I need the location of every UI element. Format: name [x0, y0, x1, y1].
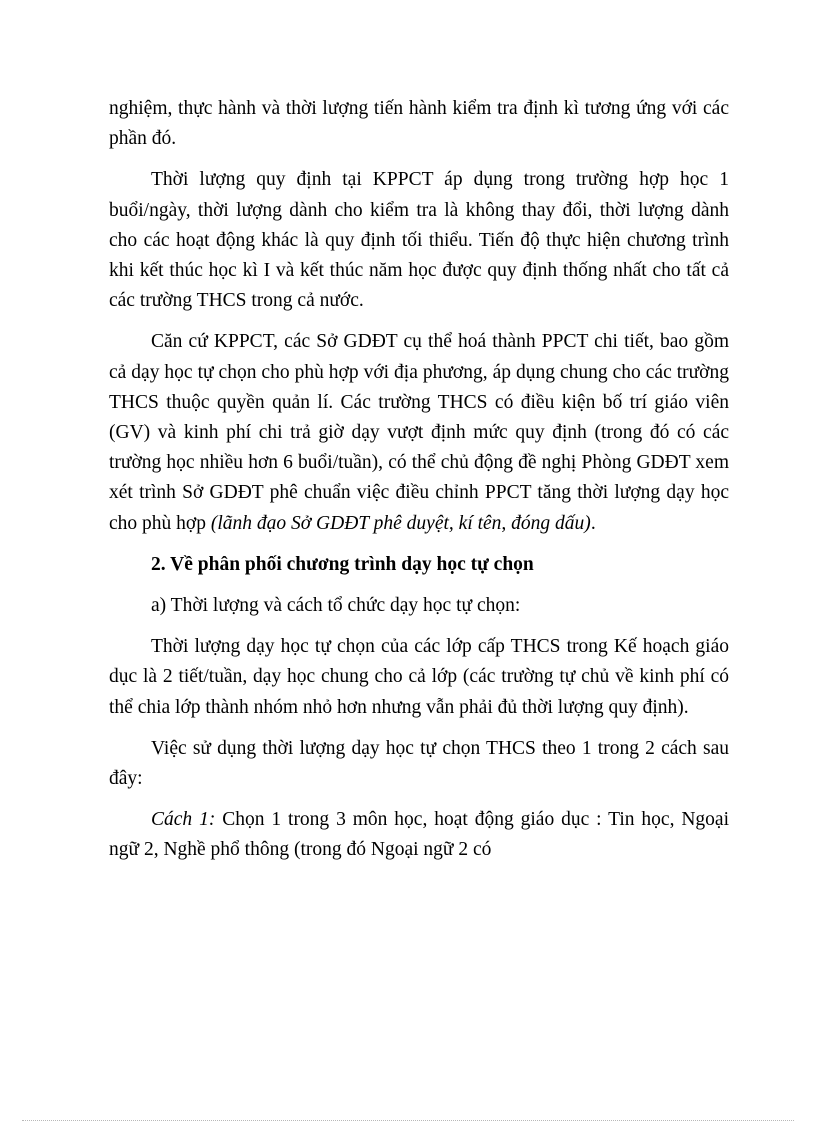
paragraph-7-italic-lead: Cách 1: — [151, 809, 216, 831]
paragraph-2 — [109, 165, 729, 316]
page-bottom-rule — [22, 1120, 794, 1121]
paragraph-3-italic-note: (lãnh đạo Sở GDĐT phê duyệt, kí tên, đóng dấu) — [210, 512, 591, 534]
paragraph-3-end: . — [590, 512, 596, 534]
document-body — [109, 94, 729, 877]
paragraph-5 — [109, 632, 729, 723]
paragraph-7-text: Chọn 1 trong 3 môn học, hoạt động giáo dục : Tin học, Ngoại ngữ 2, Nghề phổ thông (trong đó Ngoại ngữ 2 có — [109, 809, 730, 861]
paragraph-6 — [109, 734, 729, 794]
paragraph-7 — [109, 805, 729, 865]
paragraph-1-text: nghiệm, thực hành và thời lượng tiến hành kiểm tra định kì tương ứng với các phần đó. — [109, 98, 729, 150]
paragraph-2-text: Thời lượng quy định tại KPPCT áp dụng trong trường hợp học 1 buổi/ngày, thời lượng dành cho kiểm tra là không thay đổi, thời lượng dành cho các hoạt động khác là quy định tối thiểu. Tiến độ thực hiện chương trình khi kết thúc học kì I và kết thúc năm học được quy định thống nhất cho tất cả các trường THCS trong cả nước. — [109, 169, 729, 312]
section-heading — [109, 550, 729, 580]
paragraph-3 — [109, 327, 729, 538]
paragraph-4-text: a) Thời lượng và cách tổ chức dạy học tự chọn: — [151, 595, 521, 617]
paragraph-1 — [109, 94, 729, 154]
paragraph-5-text: Thời lượng dạy học tự chọn của các lớp cấp THCS trong Kế hoạch giáo dục là 2 tiết/tuần, dạy học chung cho cả lớp (các trường tự chủ về kinh phí có thể chia lớp thành nhóm nhỏ hơn nhưng vẫn phải đủ thời lượng quy định). — [109, 636, 729, 718]
paragraph-3-text: Căn cứ KPPCT, các Sở GDĐT cụ thể hoá thành PPCT chi tiết, bao gồm cả dạy học tự chọn cho phù hợp với địa phương, áp dụng chung cho các trường THCS thuộc quyền quản lí. Các trường THCS có điều kiện bố trí giáo viên (GV) và kinh phí chi trả giờ dạy vượt định mức quy định (trong đó có các trường học nhiều hơn 6 buổi/tuần), có thể chủ động đề nghị Phòng GDĐT xem xét trình Sở GDĐT phê chuẩn việc điều chỉnh PPCT tăng thời lượng dạy học cho phù hợp — [109, 331, 729, 534]
section-heading-text: 2. Về phân phối chương trình dạy học tự chọn — [151, 553, 534, 575]
paragraph-6-text: Việc sử dụng thời lượng dạy học tự chọn THCS theo 1 trong 2 cách sau đây: — [109, 737, 729, 790]
paragraph-4 — [109, 591, 729, 621]
